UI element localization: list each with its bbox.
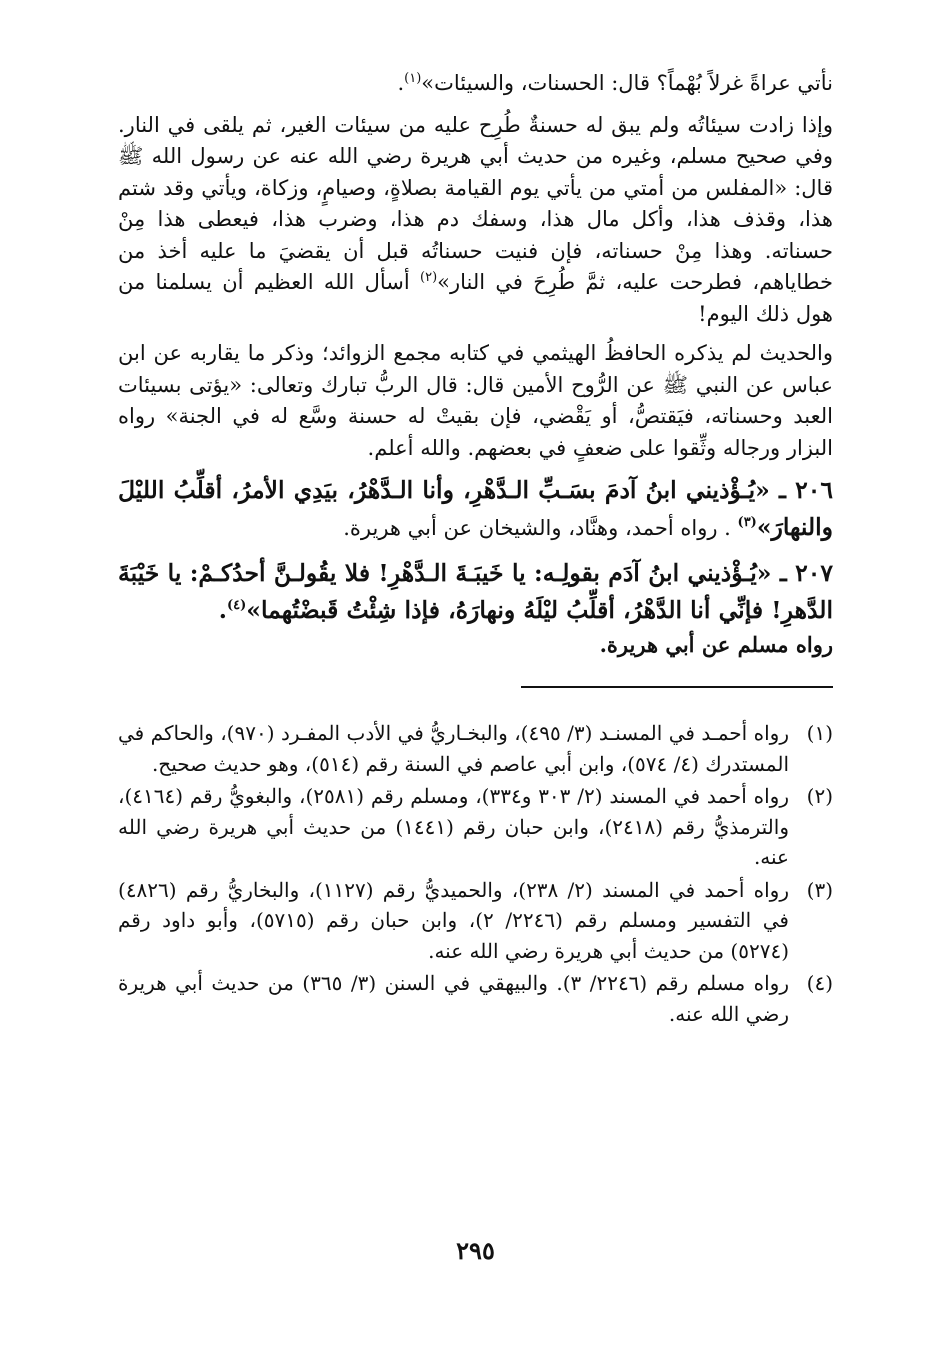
footnote-text: رواه أحمد في المسند (٢/ ٢٣٨)، والحميديُّ رقم (١١٢٧)، والبخاريُّ رقم (٤٨٢٦) في التفسير ومسلم رقم (٢٢٤٦/ ٢)، وابن حبان رقم (٥٧١٥)، وأبو داود رقم (٥٢٧٤) من حديث أبي هريرة رضي الله عنه. [118, 877, 789, 963]
footnote-1 [118, 718, 833, 779]
hadith-source: . رواه أحمد، وهنَّاد، والشيخان عن أبي هريرة. [343, 516, 738, 540]
footnote-ref-3[interactable]: (٣) [737, 515, 757, 531]
footnote-number: (٤) [806, 971, 833, 995]
paragraph-text: وإذا زادت سيئاتُه ولم يبق له حسنةٌ طُرِح عليه من سيئات الغير، ثم يلقى في النار. وفي صحيح مسلم، وغيره من حديث أبي هريرة رضي الله عنه عن رسول الله ﷺ قال: «المفلس من أمتي من يأتي يوم القيامة بصلاةٍ، وصيامٍ، وزكاة، ويأتي وقد شتم هذا، وقذف هذا، وأكل مال هذا، وسفك دم هذا، وضرب هذا، فيعطى هذا مِنْ حسناته. وهذا مِنْ حسناته، فإن فنيت حسناتُه قبل أن يقضيَ ما عليه أخذ من خطاياهم، فطرحت عليه، ثمَّ طُرِحَ في النار» [118, 112, 833, 294]
footnote-divider [521, 686, 833, 688]
footnote-text: رواه أحمد في المسند (٢/ ٣٠٣ و٣٣٤)، ومسلم رقم (٢٥٨١)، والبغويُّ رقم (٤١٦٤)، والترمذيُّ رقم (٢٤١٨)، وابن حبان رقم (١٤٤١) من حديث أبي هريرة رضي الله عنه. [118, 784, 790, 869]
footnote-3 [118, 875, 833, 967]
hadith-207 [118, 555, 833, 629]
footnote-ref-1[interactable]: (١) [404, 71, 422, 86]
paragraph-text: نأتي عراةً غرلاً بُهْماً؟ قال: الحسنات، والسيئات» [421, 71, 833, 95]
paragraph-end: أسأل الله العظيم أن يسلمنا من هول ذلك اليوم! [118, 270, 833, 326]
paragraph-muflis [118, 110, 833, 331]
footnote-2 [118, 781, 833, 873]
hadith-207-source: رواه مسلم عن أبي هريرة. [599, 632, 833, 657]
hadith-text: ٢٠٦ ـ «يُـؤْذيني ابنُ آدمَ بسَـبِّ الـدَّهْرِ، وأنا الـدَّهْرُ، بيَدِي الأمرُ، أقلِّبُ الليْلَ والنهارَ» [118, 476, 833, 541]
hadith-206 [118, 472, 833, 547]
footnote-text: رواه مسلم رقم (٢٢٤٦/ ٣). والبيهقي في السنن (٣/ ٣٦٥) من حديث أبي هريرة رضي الله عنه. [118, 971, 789, 1026]
hadith-end: . [218, 596, 227, 624]
page-number: ٢٩٥ [456, 1236, 495, 1265]
footnote-ref-2[interactable]: (٢) [420, 270, 438, 285]
paragraph-end: . [397, 71, 405, 95]
hadith-text: ٢٠٧ ـ «يُـؤْذيني ابنُ آدَم بقولِـه: يا خَيبَـةَ الـدَّهْرِ! فلا يقُولـنَّ أحدُكـمْ: يا خَيْبَةَ الدَّهرِ! فإنِّي أنا الدَّهْرُ، أقلِّبُ ليْلَهُ ونهارَهُ، فإذا شِئْتُ قَبضْتُهما» [118, 559, 833, 624]
footnote-ref-4[interactable]: (٤) [226, 598, 247, 614]
footnote-number: (١) [806, 721, 833, 745]
footnote-text: رواه أحمـد في المسنـد (٣/ ٤٩٥)، والبخـاريُّ في الأدب المفـرد (٩٧٠)، والحاكم في المستدرك (٤/ ٥٧٤)، وابن أبي عاصم في السنة رقم (٥١٤)، وهو حديث صحيح. [118, 721, 789, 776]
footnote-number: (٣) [806, 877, 833, 902]
paragraph-haythami [118, 338, 833, 464]
footnote-number: (٢) [806, 784, 833, 808]
paragraph-text: والحديث لم يذكره الحافظُ الهيثمي في كتابه مجمع الزوائد؛ وذكر ما يقاربه عن ابن عباس عن النبي ﷺ عن الرُّوح الأمين قال: قال الربُّ تبارك وتعالى: «يؤتى بسيئات العبد وحسناته، فيَقتصُّ، أو يَقْضي، فإن بقيتْ له حسنة وسَّع له في الجنة» رواه البزار ورجاله وثِّقوا على ضعفٍ في بعضهم. والله أعلم. [118, 341, 833, 460]
footnote-4 [118, 968, 833, 1029]
paragraph-continuation [118, 68, 833, 100]
